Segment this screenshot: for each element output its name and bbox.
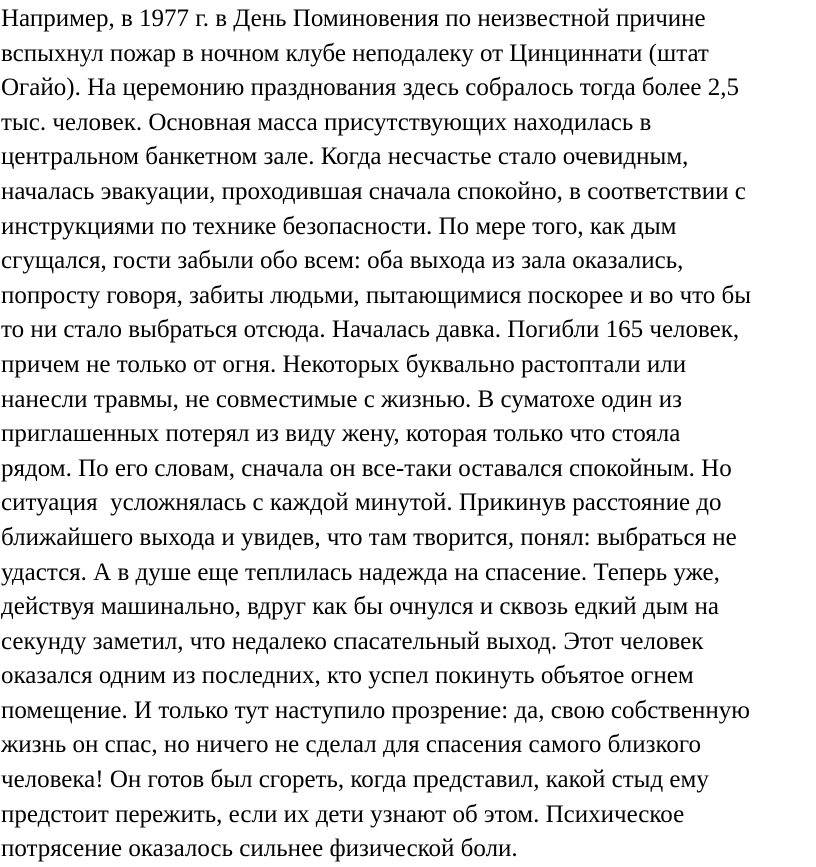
text-line: ситуация усложнялась с каждой минутой. Прикинув расстояние до	[1, 489, 722, 517]
text-line: инструкциями по технике безопасности. По мере того, как дым	[1, 212, 677, 240]
text-line: оказался одним из последних, кто успел покинуть объятое огнем	[1, 662, 694, 690]
document-body	[0, 2, 816, 867]
text-line: ближайшего выхода и увидев, что там творится, понял: выбраться не	[1, 523, 737, 551]
text-line: потрясение оказалось сильнее физической боли.	[1, 835, 518, 863]
text-line: попросту говоря, забиты людьми, пытающимися поскорее и во что бы	[1, 281, 752, 309]
text-line: помещение. И только тут наступило прозрение: да, свою собственную	[1, 696, 750, 724]
text-line: центральном банкетном зале. Когда несчастье стало очевидным,	[1, 143, 689, 171]
text-line: началась эвакуации, проходившая сначала спокойно, в соответствии с	[1, 177, 746, 205]
text-line: человека! Он готов был сгореть, когда представил, какой стыд ему	[1, 766, 709, 794]
text-line: жизнь он спас, но ничего не сделал для спасения самого близкого	[1, 731, 701, 759]
text-line: рядом. По его словам, сначала он все-таки оставался спокойным. Но	[1, 454, 732, 482]
text-line: предстоит пережить, если их дети узнают об этом. Психическое	[1, 800, 685, 828]
text-line: нанесли травмы, не совместимые с жизнью. В суматохе один из	[1, 385, 682, 413]
text-line: то ни стало выбраться отсюда. Началась давка. Погибли 165 человек,	[1, 316, 740, 344]
text-line: удастся. А в душе еще теплилась надежда на спасение. Теперь уже,	[1, 558, 720, 586]
text-line: вспыхнул пожар в ночном клубе неподалеку от Цинциннати (штат	[1, 39, 709, 67]
text-line: сгущался, гости забыли обо всем: оба выхода из зала оказались,	[1, 247, 684, 275]
text-line: причем не только от огня. Некоторых буквально растоптали или	[1, 350, 687, 378]
text-line: действуя машинально, вдруг как бы очнулся и сквозь едкий дым на	[1, 593, 719, 621]
text-line: Огайо). На церемонию празднования здесь собралось тогда более 2,5	[1, 74, 739, 102]
text-line: приглашенных потерял из виду жену, которая только что стояла	[1, 420, 681, 448]
text-line: Например, в 1977 г. в День Поминовения по неизвестной причине	[1, 5, 706, 32]
text-line: секунду заметил, что недалеко спасательный выход. Этот человек	[1, 627, 704, 655]
text-line: тыс. человек. Основная масса присутствующих находилась в	[1, 108, 652, 136]
